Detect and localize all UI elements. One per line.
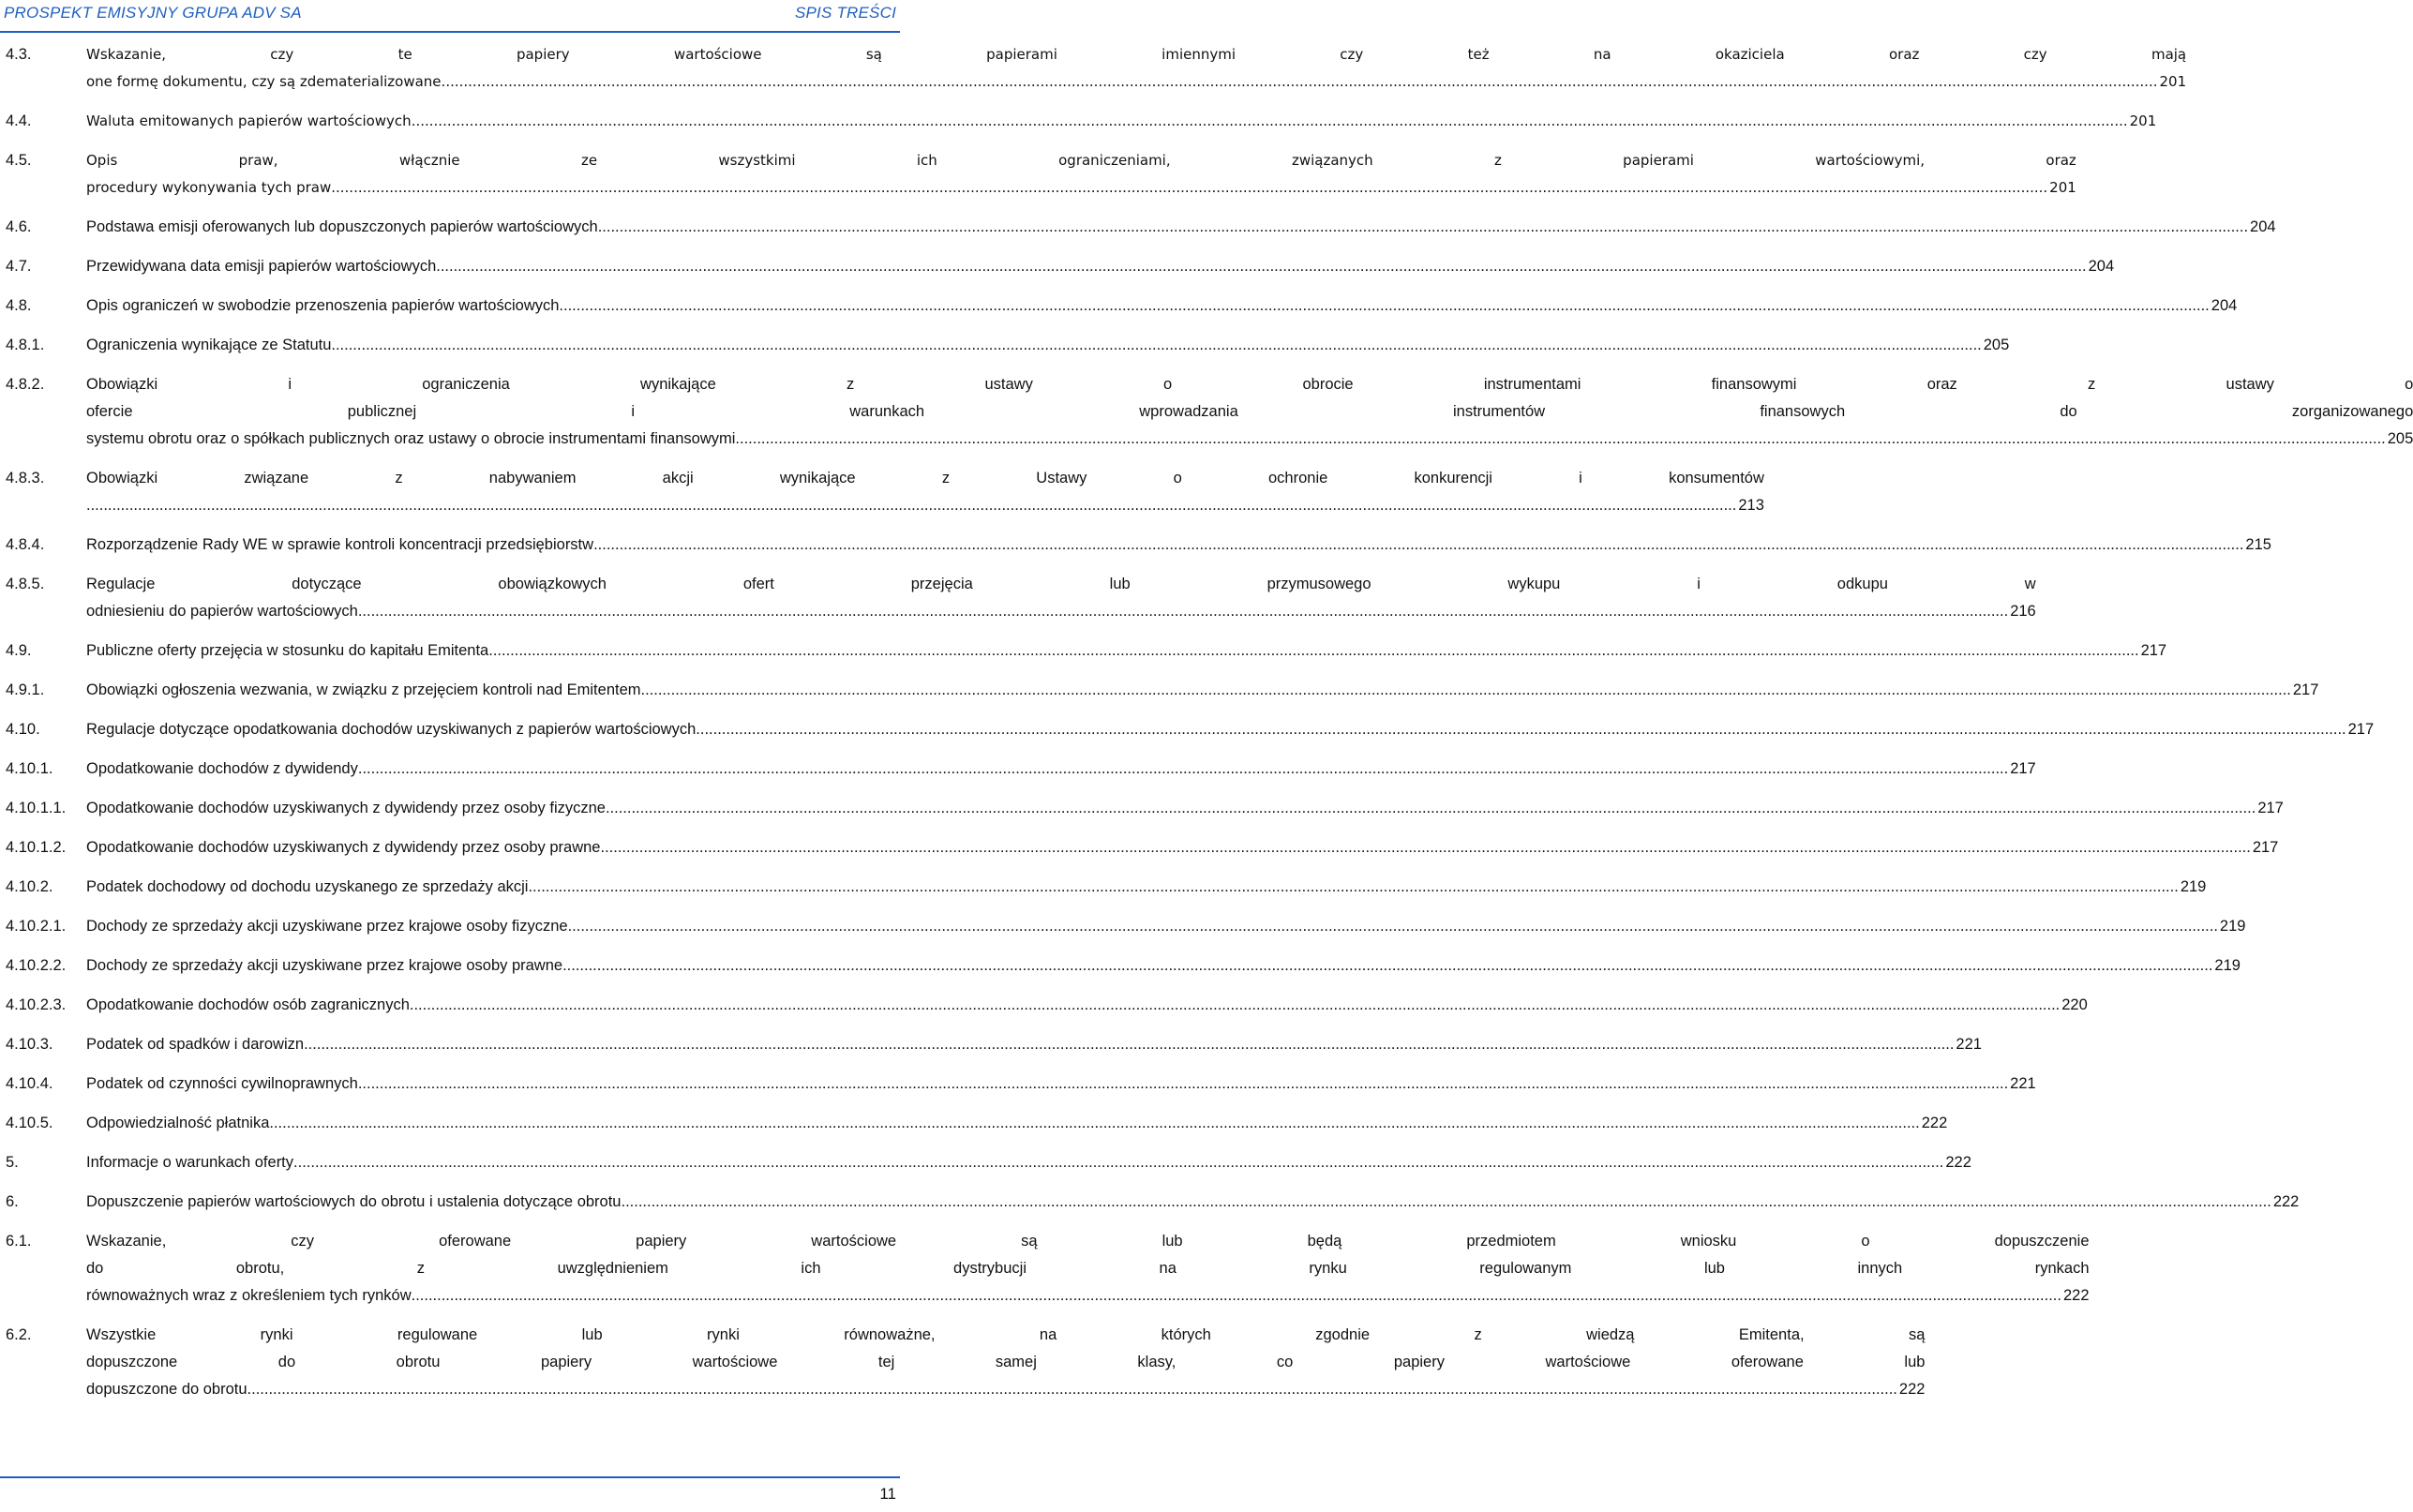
- toc-entry-body: [86, 952, 2241, 980]
- toc-entry-number: 4.8.4.: [6, 536, 45, 553]
- header-rule: [0, 31, 900, 33]
- toc-entry[interactable]: [6, 214, 2276, 241]
- toc-leader-dots: [528, 874, 2178, 901]
- toc-entry-body: [86, 371, 2413, 453]
- toc-leader-dots: [358, 1070, 2008, 1098]
- toc-entry-number: 4.10.: [6, 721, 40, 738]
- toc-page-number: 217: [2010, 760, 2036, 777]
- toc-entry-title: dopuszczone do obrotu: [86, 1381, 247, 1398]
- toc-leader-dots: [606, 795, 2256, 822]
- toc-entry-number: 4.4.: [6, 112, 32, 129]
- toc-leader-dots: [442, 68, 2158, 96]
- toc-entry-body: [86, 292, 2237, 320]
- toc-leader-dots: [247, 1376, 1897, 1403]
- toc-entry-body: [86, 1110, 1947, 1137]
- toc-page-number: 201: [2049, 179, 2076, 196]
- toc-page-number: 220: [2061, 996, 2088, 1013]
- toc-entry[interactable]: [6, 371, 2413, 453]
- toc-entry-line: Regulacje dotyczące obowiązkowych ofert przejęcia lub przymusowego wykupu i odkupu w: [86, 576, 2036, 592]
- toc-entry-title: Opodatkowanie dochodów uzyskiwanych z dywidendy przez osoby prawne: [86, 839, 601, 856]
- toc-entry[interactable]: [6, 332, 2010, 359]
- toc-entry-title: Regulacje dotyczące opodatkowania dochodów uzyskiwanych z papierów wartościowych: [86, 721, 697, 738]
- toc-leader-dots: [358, 756, 2008, 783]
- toc-entry-title: Podatek dochodowy od dochodu uzyskanego ze sprzedaży akcji: [86, 878, 529, 895]
- toc-leader-dots: [621, 1189, 2271, 1216]
- toc-entry-title: procedury wykonywania tych praw: [86, 179, 332, 196]
- toc-leader-dots: [568, 913, 2218, 940]
- toc-entry-title: Opodatkowanie dochodów osób zagranicznych: [86, 996, 410, 1013]
- toc-entry[interactable]: [6, 465, 1764, 519]
- toc-entry-title: one formę dokumentu, czy są zdematerializowane: [86, 73, 442, 90]
- toc-entry[interactable]: [6, 1070, 2036, 1098]
- toc-entry-line: ofercie publicznej i warunkach wprowadzania instrumentów finansowych do zorganizowanego: [86, 403, 2413, 420]
- toc-entry-title: Podstawa emisji oferowanych lub dopuszczonych papierów wartościowych: [86, 218, 598, 235]
- toc-entry-number: 4.10.5.: [6, 1115, 53, 1131]
- toc-entry-body: [86, 108, 2156, 135]
- toc-entry-title: Obowiązki ogłoszenia wezwania, w związku z przejęciem kontroli nad Emitentem: [86, 681, 641, 698]
- toc-entry-body: [86, 1070, 2036, 1098]
- toc-entry-number: 4.8.: [6, 297, 32, 314]
- toc-entry-number: 4.10.2.1.: [6, 918, 67, 935]
- toc-entry-title: systemu obrotu oraz o spółkach publicznych oraz ustawy o obrocie instrumentami finansowymi: [86, 430, 736, 447]
- toc-entry-body: [86, 1322, 1925, 1403]
- toc-leader-dots: [304, 1031, 1954, 1058]
- toc-entry[interactable]: [6, 834, 2279, 861]
- toc-entry[interactable]: [6, 571, 2036, 625]
- toc-page-number: 219: [2180, 878, 2207, 895]
- toc-entry-line: Wszystkie rynki regulowane lub rynki równoważne, na których zgodnie z wiedzą Emitenta, są: [86, 1326, 1926, 1343]
- toc-entry[interactable]: [6, 874, 2207, 901]
- toc-entry-body: [86, 992, 2088, 1019]
- toc-entry-number: 4.8.1.: [6, 337, 45, 353]
- toc-leader-dots: [641, 677, 2291, 704]
- toc-entry-title: Dochody ze sprzedaży akcji uzyskiwane przez krajowe osoby fizyczne: [86, 918, 568, 935]
- toc-entry[interactable]: [6, 756, 2036, 783]
- toc-entry-title: Odpowiedzialność płatnika: [86, 1115, 270, 1131]
- toc-entry-number: 4.8.2.: [6, 376, 45, 393]
- toc-entry-number: 4.10.2.2.: [6, 957, 67, 974]
- toc-entry-title: równoważnych wraz z określeniem tych rynków: [86, 1287, 412, 1304]
- section-title: SPIS TREŚCI: [794, 4, 896, 22]
- toc-entry-line: dopuszczone do obrotu papiery wartościowe tej samej klasy, co papiery wartościowe oferowane lub: [86, 1354, 1926, 1370]
- toc-entry-number: 4.7.: [6, 258, 32, 275]
- toc-entry[interactable]: [6, 292, 2238, 320]
- toc-leader-dots: [735, 426, 2385, 453]
- toc-entry-body: [86, 637, 2166, 665]
- toc-entry-number: 4.10.1.1.: [6, 800, 67, 816]
- toc-entry-line: do obrotu, z uwzględnieniem ich dystrybucji na rynku regulowanym lub innych rynkach: [86, 1260, 2090, 1277]
- toc-leader-dots: [436, 253, 2086, 280]
- toc-entry[interactable]: [6, 108, 2157, 135]
- toc-entry-number: 4.10.3.: [6, 1036, 53, 1053]
- toc-entry-body: [86, 531, 2271, 559]
- toc-page-number: 215: [2245, 536, 2271, 553]
- document-title: PROSPEKT EMISYJNY GRUPA ADV SA: [4, 4, 302, 22]
- toc-entry-body: [86, 913, 2245, 940]
- toc-entry[interactable]: [6, 1031, 1982, 1058]
- toc-leader-dots: [412, 108, 2128, 135]
- toc-entry-title: Publiczne oferty przejęcia w stosunku do kapitału Emitenta: [86, 642, 489, 659]
- toc-entry-title: Informacje o warunkach oferty: [86, 1154, 294, 1171]
- toc-entry-line: Wskazanie, czy oferowane papiery wartościowe są lub będą przedmiotem wniosku o dopuszczenie: [86, 1233, 2090, 1250]
- toc-entry-title: Waluta emitowanych papierów wartościowych: [86, 112, 412, 129]
- toc-entry-title: Rozporządzenie Rady WE w sprawie kontroli koncentracji przedsiębiorstw: [86, 536, 594, 553]
- footer-rule: [0, 1476, 900, 1478]
- toc-page-number: 204: [2211, 297, 2238, 314]
- toc-entry-body: [86, 41, 2186, 96]
- toc-entry[interactable]: [6, 1110, 1948, 1137]
- toc-entry[interactable]: [6, 952, 2241, 980]
- toc-entry-number: 4.8.5.: [6, 576, 45, 592]
- toc-entry-line: Obowiązki związane z nabywaniem akcji wynikające z Ustawy o ochronie konkurencji i konsumentów: [86, 470, 1764, 487]
- toc-entry-body: [86, 1149, 1971, 1176]
- toc-entry-body: [86, 147, 2076, 202]
- toc-page-number: 222: [1898, 1381, 1926, 1398]
- toc-entry-body: [86, 756, 2036, 783]
- toc-page-number: 217: [2347, 721, 2375, 738]
- toc-entry[interactable]: [6, 41, 2187, 96]
- toc-entry-number: 4.10.1.2.: [6, 839, 67, 856]
- toc-entry-body: [86, 1228, 2090, 1310]
- toc-page-number: 221: [1956, 1036, 1982, 1053]
- toc-page-number: 222: [1945, 1154, 1971, 1171]
- toc-page-number: 221: [2010, 1075, 2036, 1092]
- toc-entry-title: Dochody ze sprzedaży akcji uzyskiwane przez krajowe osoby prawne: [86, 957, 563, 974]
- toc-leader-dots: [410, 992, 2060, 1019]
- toc-leader-dots: [696, 716, 2346, 743]
- toc-leader-dots: [331, 332, 1981, 359]
- toc-entry-number: 6.1.: [6, 1233, 32, 1250]
- toc-entry[interactable]: [6, 253, 2115, 280]
- toc-entry-number: 4.9.: [6, 642, 32, 659]
- toc-entry-number: 4.10.2.: [6, 878, 53, 895]
- toc-entry[interactable]: [6, 795, 2284, 822]
- toc-page-number: 222: [2062, 1287, 2090, 1304]
- page-header: [0, 0, 900, 37]
- toc-page-number: 217: [2252, 839, 2279, 856]
- toc-entry-body: [86, 716, 2374, 743]
- toc-entry-body: [86, 1189, 2299, 1216]
- toc-entry-title: Podatek od spadków i darowizn: [86, 1036, 305, 1053]
- toc-page-number: 205: [1983, 337, 2010, 353]
- toc-leader-dots: [331, 174, 2047, 202]
- toc-leader-dots: [559, 292, 2209, 320]
- toc-entry-title: Podatek od czynności cywilnoprawnych: [86, 1075, 358, 1092]
- toc-entry[interactable]: [6, 913, 2246, 940]
- toc-leader-dots: [562, 952, 2212, 980]
- toc-entry-number: 4.10.1.: [6, 760, 53, 777]
- toc-entry-body: [86, 795, 2284, 822]
- toc-entry-line: Wskazanie, czy te papiery wartościowe są papierami imiennymi czy też na okaziciela oraz czy mają: [86, 46, 2187, 63]
- toc-entry-number: 4.10.2.3.: [6, 996, 67, 1013]
- toc-leader-dots: [293, 1149, 1943, 1176]
- toc-entry[interactable]: [6, 677, 2319, 704]
- toc-entry-title: Przewidywana data emisji papierów wartościowych: [86, 258, 437, 275]
- toc-entry-number: 6.2.: [6, 1326, 32, 1343]
- toc-page-number: 216: [2010, 603, 2036, 620]
- toc-leader-dots: [412, 1282, 2061, 1310]
- toc-entry-title: Ograniczenia wynikające ze Statutu: [86, 337, 332, 353]
- toc-entry[interactable]: [6, 531, 2271, 559]
- toc-entry[interactable]: [6, 637, 2167, 665]
- toc-page-number: 213: [1738, 497, 1764, 514]
- toc-entry[interactable]: [6, 716, 2375, 743]
- toc-page-number: 222: [1921, 1115, 1948, 1131]
- toc-entry-title: Dopuszczenie papierów wartościowych do obrotu i ustalenia dotyczące obrotu: [86, 1193, 622, 1210]
- toc-leader-dots: [269, 1110, 1919, 1137]
- toc-entry-body: [86, 677, 2318, 704]
- toc-leader-dots: [598, 214, 2248, 241]
- toc-entry-body: [86, 834, 2278, 861]
- toc-entry[interactable]: [6, 1149, 1971, 1176]
- toc-entry-title: Opodatkowanie dochodów z dywidendy: [86, 760, 358, 777]
- toc-entry-body: [86, 253, 2114, 280]
- toc-entry-body: [86, 571, 2036, 625]
- toc-page-number: 217: [2140, 642, 2167, 659]
- toc-leader-dots: [488, 637, 2138, 665]
- toc-entry-number: 5.: [6, 1154, 19, 1171]
- toc-leader-dots: [358, 598, 2008, 625]
- toc-entry-number: 4.5.: [6, 152, 32, 169]
- toc-page-number: 219: [2214, 957, 2241, 974]
- toc-entry[interactable]: [6, 1322, 1926, 1403]
- toc-entry-title: odniesieniu do papierów wartościowych: [86, 603, 358, 620]
- toc-page-number: 217: [2257, 800, 2284, 816]
- toc-entry-body: [86, 1031, 1982, 1058]
- toc-entry[interactable]: [6, 1228, 2090, 1310]
- toc-entry-number: 6.: [6, 1193, 19, 1210]
- toc-page-number: 219: [2219, 918, 2246, 935]
- toc-entry-line: Opis praw, włącznie ze wszystkimi ich ograniczeniami, związanych z papierami wartościowymi, oraz: [86, 152, 2076, 169]
- toc-entry[interactable]: [6, 1189, 2300, 1216]
- toc-entry-number: 4.6.: [6, 218, 32, 235]
- toc-leader-dots: [593, 531, 2243, 559]
- toc-entry-title: Opis ograniczeń w swobodzie przenoszenia papierów wartościowych: [86, 297, 560, 314]
- toc-entry-body: [86, 214, 2276, 241]
- toc-entry-body: [86, 332, 2009, 359]
- toc-entry-title: Opodatkowanie dochodów uzyskiwanych z dywidendy przez osoby fizyczne: [86, 800, 606, 816]
- toc-page-number: 201: [2159, 73, 2187, 90]
- toc-page-number: 217: [2292, 681, 2319, 698]
- toc-page-number: 204: [2088, 258, 2115, 275]
- toc-page-number: 204: [2250, 218, 2276, 235]
- toc-leader-dots: [86, 492, 1736, 519]
- toc-entry-body: [86, 465, 1764, 519]
- toc-entry[interactable]: [6, 992, 2088, 1019]
- toc-entry-number: 4.3.: [6, 46, 32, 63]
- toc-entry-line: Obowiązki i ograniczenia wynikające z ustawy o obrocie instrumentami finansowymi oraz z ustawy o: [86, 376, 2413, 393]
- toc-entry[interactable]: [6, 147, 2076, 202]
- page-number: 11: [879, 1485, 896, 1503]
- toc-entry-body: [86, 874, 2206, 901]
- toc-entry-number: 4.10.4.: [6, 1075, 53, 1092]
- toc-leader-dots: [600, 834, 2250, 861]
- table-of-contents: [6, 41, 2413, 1415]
- toc-page-number: 205: [2387, 430, 2413, 447]
- toc-page-number: 222: [2272, 1193, 2300, 1210]
- toc-entry-number: 4.9.1.: [6, 681, 45, 698]
- toc-entry-number: 4.8.3.: [6, 470, 45, 487]
- toc-page-number: 201: [2129, 112, 2157, 129]
